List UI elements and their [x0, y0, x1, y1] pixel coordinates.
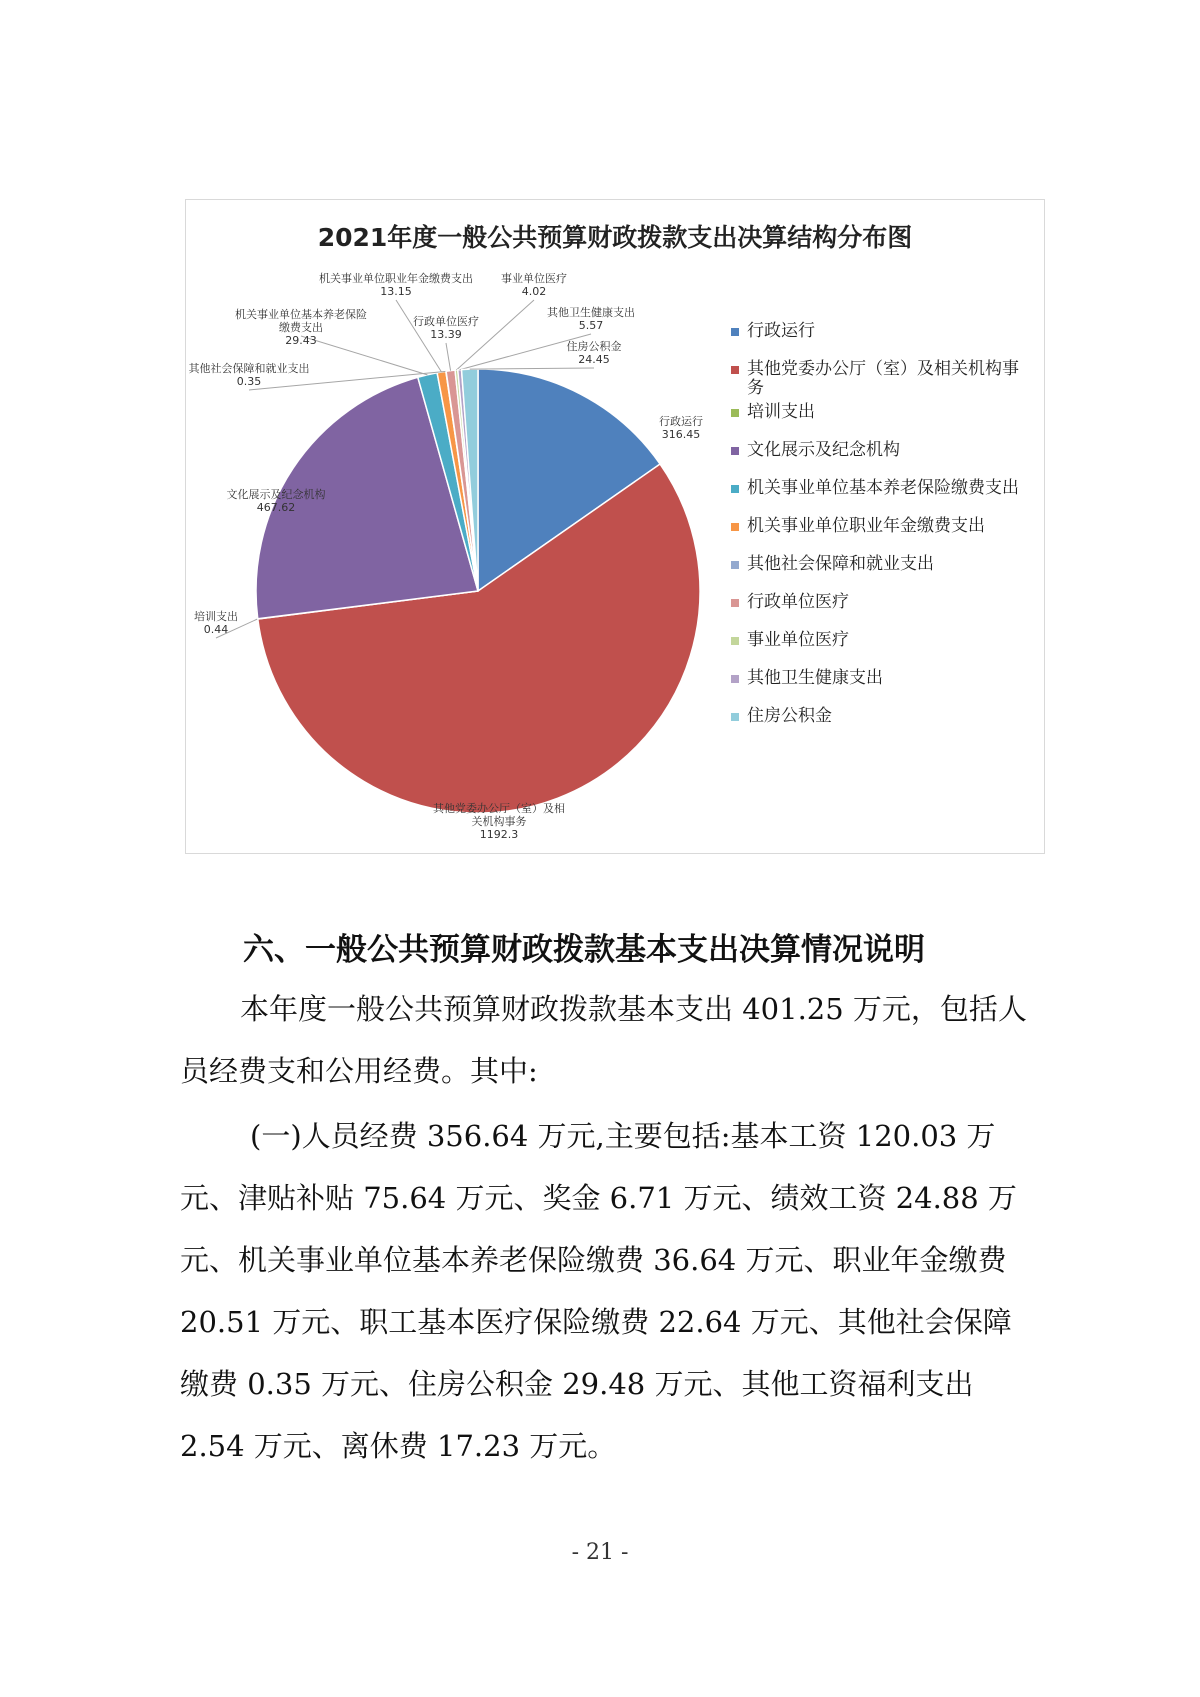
leader-line-8: [446, 343, 451, 371]
legend-swatch-7: [731, 561, 739, 569]
paragraph-personnel-expenses: (一)人员经费 356.64 万元,主要包括:基本工资 120.03 万元、津贴补贴 75.64 万元、奖金 6.71 万元、绩效工资 24.88 万元、机关事业单位基本养老保险缴费 36.64 万元、职业年金缴费 20.51 万元、职工基本医疗保险缴费 22.64 万元、其他社会保障缴费 0.35 万元、住房公积金 29.48 万元、其他工资福利支出 2.54 万元、离休费 17.23 万元。: [180, 1119, 1017, 1463]
legend-label-6: 机关事业单位职业年金缴费支出: [747, 516, 985, 536]
legend-item-11: [731, 707, 1031, 726]
legend-label-5: 机关事业单位基本养老保险缴费支出: [747, 478, 1019, 498]
data-label-4: 文化展示及纪念机构 467.62: [226, 488, 326, 514]
legend-label-3: 培训支出: [747, 402, 815, 422]
legend-item-7: [731, 555, 1031, 574]
data-label-10: 其他卫生健康支出 5.57: [547, 306, 635, 332]
legend-label-10: 其他卫生健康支出: [747, 668, 883, 688]
legend-item-6: [731, 517, 1031, 536]
data-label-9: 事业单位医疗 4.02: [501, 272, 567, 298]
legend-item-3: [731, 403, 1031, 422]
leader-line-11: [470, 368, 594, 369]
legend-swatch-2: [731, 366, 739, 374]
legend-label-7: 其他社会保障和就业支出: [747, 554, 934, 574]
legend-label-8: 行政单位医疗: [747, 592, 849, 612]
legend-item-10: [731, 669, 1031, 688]
legend-swatch-11: [731, 713, 739, 721]
legend-swatch-3: [731, 409, 739, 417]
legend-swatch-8: [731, 599, 739, 607]
data-label-11: 住房公积金 24.45: [566, 340, 622, 366]
legend-item-2: [731, 360, 1031, 398]
data-label-7: 其他社会保障和就业支出 0.35: [188, 362, 310, 388]
data-label-8: 行政单位医疗 13.39: [413, 315, 479, 341]
legend-swatch-1: [731, 328, 739, 336]
leader-line-9: [456, 300, 534, 370]
section-heading: 六、一般公共预算财政拨款基本支出决算情况说明: [243, 932, 925, 968]
data-label-3: 培训支出 0.44: [194, 610, 238, 636]
legend-swatch-9: [731, 637, 739, 645]
legend-item-1: [731, 322, 1031, 341]
legend-swatch-6: [731, 523, 739, 531]
data-label-5: 机关事业单位基本养老保险缴费支出 29.43: [235, 308, 367, 347]
legend-swatch-4: [731, 447, 739, 455]
legend-label-1: 行政运行: [747, 321, 815, 341]
legend-item-5: [731, 479, 1031, 498]
leader-line-5: [301, 336, 427, 375]
paragraph-summary: 本年度一般公共预算财政拨款基本支出 401.25 万元，包括人员经费支和公用经费。其中:: [180, 992, 1027, 1088]
legend-label-11: 住房公积金: [747, 706, 832, 726]
data-label-6: 机关事业单位职业年金缴费支出 13.15: [319, 272, 473, 298]
legend-swatch-10: [731, 675, 739, 683]
legend-swatch-5: [731, 485, 739, 493]
legend-item-4: [731, 441, 1031, 460]
data-label-2: 其他党委办公厅（室）及相关机构事务 1192.3: [433, 802, 565, 841]
legend-item-8: [731, 593, 1031, 612]
legend-label-2: 其他党委办公厅（室）及相关机构事务: [747, 359, 1019, 398]
pie-chart-panel: [185, 199, 1045, 854]
page-number: - 21 -: [571, 1540, 629, 1565]
data-label-1: 行政运行 316.45: [659, 415, 703, 441]
chart-title: 2021年度一般公共预算财政拨款支出决算结构分布图: [317, 223, 913, 252]
legend-label-4: 文化展示及纪念机构: [747, 440, 900, 460]
legend-item-9: [731, 631, 1031, 650]
legend-label-9: 事业单位医疗: [747, 630, 849, 650]
